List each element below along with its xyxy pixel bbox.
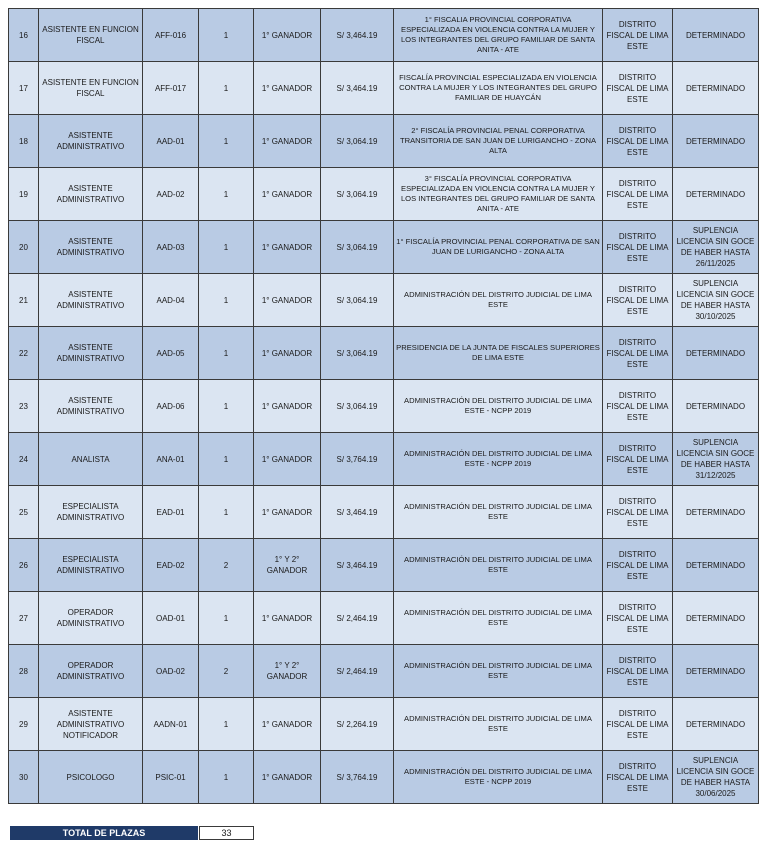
condition-cell: SUPLENCIA LICENCIA SIN GOCE DE HABER HASTA 30/06/2025 [673,751,759,804]
condition-cell: DETERMINADO [673,698,759,751]
condition-cell: DETERMINADO [673,380,759,433]
table-row [9,62,759,115]
code-cell: OAD-02 [143,645,199,698]
winner-cell: 1° GANADOR [254,327,321,380]
position-cell: ASISTENTE EN FUNCION FISCAL [39,9,143,62]
position-cell: PSICOLOGO [39,751,143,804]
code-cell: AAD-04 [143,274,199,327]
office-cell: FISCALÍA PROVINCIAL ESPECIALIZADA EN VIOLENCIA CONTRA LA MUJER Y LOS INTEGRANTES DEL GRUPO FAMILIAR DE HUAYCÁN [394,62,603,115]
district-cell: DISTRITO FISCAL DE LIMA ESTE [603,486,673,539]
vacancies-cell: 1 [199,168,254,221]
salary-cell: S/ 3,064.19 [321,115,394,168]
code-cell: AADN-01 [143,698,199,751]
vacancies-cell: 1 [199,274,254,327]
row-number-cell: 23 [9,380,39,433]
row-number-cell: 27 [9,592,39,645]
office-cell: 3° FISCALÍA PROVINCIAL CORPORATIVA ESPECIALIZADA EN VIOLENCIA CONTRA LA MUJER Y LOS INTEGRANTES DEL GRUPO FAMILIAR DE SANTA ANITA - ATE [394,168,603,221]
row-number-cell: 26 [9,539,39,592]
salary-cell: S/ 3,064.19 [321,327,394,380]
table-row [9,539,759,592]
district-cell: DISTRITO FISCAL DE LIMA ESTE [603,380,673,433]
salary-cell: S/ 3,464.19 [321,486,394,539]
district-cell: DISTRITO FISCAL DE LIMA ESTE [603,168,673,221]
salary-cell: S/ 3,764.19 [321,751,394,804]
vacancies-cell: 1 [199,115,254,168]
district-cell: DISTRITO FISCAL DE LIMA ESTE [603,274,673,327]
district-cell: DISTRITO FISCAL DE LIMA ESTE [603,592,673,645]
condition-cell: SUPLENCIA LICENCIA SIN GOCE DE HABER HASTA 30/10/2025 [673,274,759,327]
vacancies-cell: 1 [199,9,254,62]
position-cell: OPERADOR ADMINISTRATIVO [39,645,143,698]
position-cell: OPERADOR ADMINISTRATIVO [39,592,143,645]
table-row [9,168,759,221]
salary-cell: S/ 2,464.19 [321,645,394,698]
code-cell: AAD-01 [143,115,199,168]
condition-cell: DETERMINADO [673,592,759,645]
table-row [9,433,759,486]
code-cell: OAD-01 [143,592,199,645]
row-number-cell: 20 [9,221,39,274]
code-cell: AAD-05 [143,327,199,380]
row-number-cell: 30 [9,751,39,804]
winner-cell: 1° GANADOR [254,9,321,62]
district-cell: DISTRITO FISCAL DE LIMA ESTE [603,539,673,592]
salary-cell: S/ 3,064.19 [321,221,394,274]
position-cell: ESPECIALISTA ADMINISTRATIVO [39,539,143,592]
district-cell: DISTRITO FISCAL DE LIMA ESTE [603,645,673,698]
code-cell: EAD-01 [143,486,199,539]
office-cell: ADMINISTRACIÓN DEL DISTRITO JUDICIAL DE LIMA ESTE - NCPP 2019 [394,380,603,433]
condition-cell: DETERMINADO [673,9,759,62]
salary-cell: S/ 3,464.19 [321,62,394,115]
district-cell: DISTRITO FISCAL DE LIMA ESTE [603,698,673,751]
office-cell: ADMINISTRACIÓN DEL DISTRITO JUDICIAL DE LIMA ESTE [394,274,603,327]
condition-cell: DETERMINADO [673,168,759,221]
condition-cell: DETERMINADO [673,539,759,592]
row-number-cell: 19 [9,168,39,221]
vacancies-cell: 1 [199,698,254,751]
condition-cell: DETERMINADO [673,486,759,539]
office-cell: 1° FISCALÍA PROVINCIAL PENAL CORPORATIVA DE SAN JUAN DE LURIGANCHO - ZONA ALTA [394,221,603,274]
table-row [9,751,759,804]
table-row [9,221,759,274]
position-cell: ASISTENTE ADMINISTRATIVO [39,274,143,327]
code-cell: PSIC-01 [143,751,199,804]
salary-cell: S/ 3,464.19 [321,9,394,62]
winner-cell: 1° Y 2° GANADOR [254,539,321,592]
vacancies-cell: 1 [199,592,254,645]
district-cell: DISTRITO FISCAL DE LIMA ESTE [603,9,673,62]
office-cell: ADMINISTRACIÓN DEL DISTRITO JUDICIAL DE LIMA ESTE - NCPP 2019 [394,751,603,804]
office-cell: PRESIDENCIA DE LA JUNTA DE FISCALES SUPERIORES DE LIMA ESTE [394,327,603,380]
salary-cell: S/ 3,764.19 [321,433,394,486]
condition-cell: DETERMINADO [673,327,759,380]
winner-cell: 1° GANADOR [254,274,321,327]
total-row [10,826,254,840]
table-row [9,645,759,698]
position-cell: ASISTENTE EN FUNCION FISCAL [39,62,143,115]
winner-cell: 1° GANADOR [254,62,321,115]
office-cell: ADMINISTRACIÓN DEL DISTRITO JUDICIAL DE LIMA ESTE - NCPP 2019 [394,433,603,486]
row-number-cell: 29 [9,698,39,751]
winner-cell: 1° GANADOR [254,433,321,486]
winner-cell: 1° GANADOR [254,221,321,274]
office-cell: 1° FISCALIA PROVINCIAL CORPORATIVA ESPECIALIZADA EN VIOLENCIA CONTRA LA MUJER Y LOS INTEGRANTES DEL GRUPO FAMILIAR DE SANTA ANITA - ATE [394,9,603,62]
district-cell: DISTRITO FISCAL DE LIMA ESTE [603,62,673,115]
position-cell: ASISTENTE ADMINISTRATIVO [39,168,143,221]
table-row [9,592,759,645]
district-cell: DISTRITO FISCAL DE LIMA ESTE [603,115,673,168]
vacancies-cell: 1 [199,433,254,486]
position-cell: ASISTENTE ADMINISTRATIVO NOTIFICADOR [39,698,143,751]
plazas-table [8,8,759,804]
position-cell: ANALISTA [39,433,143,486]
winner-cell: 1° GANADOR [254,168,321,221]
office-cell: ADMINISTRACIÓN DEL DISTRITO JUDICIAL DE LIMA ESTE [394,486,603,539]
table-row [9,115,759,168]
row-number-cell: 18 [9,115,39,168]
table-row [9,698,759,751]
salary-cell: S/ 2,464.19 [321,592,394,645]
salary-cell: S/ 3,064.19 [321,274,394,327]
row-number-cell: 17 [9,62,39,115]
table-row [9,274,759,327]
winner-cell: 1° GANADOR [254,486,321,539]
position-cell: ESPECIALISTA ADMINISTRATIVO [39,486,143,539]
table-row [9,9,759,62]
position-cell: ASISTENTE ADMINISTRATIVO [39,380,143,433]
district-cell: DISTRITO FISCAL DE LIMA ESTE [603,433,673,486]
code-cell: AAD-06 [143,380,199,433]
district-cell: DISTRITO FISCAL DE LIMA ESTE [603,327,673,380]
vacancies-cell: 1 [199,327,254,380]
position-cell: ASISTENTE ADMINISTRATIVO [39,221,143,274]
position-cell: ASISTENTE ADMINISTRATIVO [39,327,143,380]
vacancies-cell: 1 [199,221,254,274]
winner-cell: 1° GANADOR [254,380,321,433]
row-number-cell: 16 [9,9,39,62]
district-cell: DISTRITO FISCAL DE LIMA ESTE [603,751,673,804]
district-cell: DISTRITO FISCAL DE LIMA ESTE [603,221,673,274]
vacancies-cell: 1 [199,380,254,433]
vacancies-cell: 1 [199,486,254,539]
office-cell: ADMINISTRACIÓN DEL DISTRITO JUDICIAL DE LIMA ESTE [394,645,603,698]
table-row [9,380,759,433]
code-cell: AFF-017 [143,62,199,115]
table-row [9,327,759,380]
position-cell: ASISTENTE ADMINISTRATIVO [39,115,143,168]
total-value: 33 [199,826,254,840]
salary-cell: S/ 2,264.19 [321,698,394,751]
office-cell: 2° FISCALÍA PROVINCIAL PENAL CORPORATIVA TRANSITORIA DE SAN JUAN DE LURIGANCHO - ZONA ALTA [394,115,603,168]
salary-cell: S/ 3,464.19 [321,539,394,592]
winner-cell: 1° Y 2° GANADOR [254,645,321,698]
condition-cell: DETERMINADO [673,115,759,168]
salary-cell: S/ 3,064.19 [321,380,394,433]
vacancies-cell: 2 [199,539,254,592]
condition-cell: DETERMINADO [673,62,759,115]
condition-cell: SUPLENCIA LICENCIA SIN GOCE DE HABER HASTA 31/12/2025 [673,433,759,486]
office-cell: ADMINISTRACIÓN DEL DISTRITO JUDICIAL DE LIMA ESTE [394,539,603,592]
row-number-cell: 24 [9,433,39,486]
code-cell: EAD-02 [143,539,199,592]
code-cell: ANA-01 [143,433,199,486]
row-number-cell: 28 [9,645,39,698]
code-cell: AAD-02 [143,168,199,221]
condition-cell: SUPLENCIA LICENCIA SIN GOCE DE HABER HASTA 26/11/2025 [673,221,759,274]
table-row [9,486,759,539]
total-label: TOTAL DE PLAZAS [10,826,198,840]
condition-cell: DETERMINADO [673,645,759,698]
winner-cell: 1° GANADOR [254,115,321,168]
salary-cell: S/ 3,064.19 [321,168,394,221]
vacancies-cell: 2 [199,645,254,698]
vacancies-cell: 1 [199,62,254,115]
office-cell: ADMINISTRACIÓN DEL DISTRITO JUDICIAL DE LIMA ESTE [394,698,603,751]
office-cell: ADMINISTRACIÓN DEL DISTRITO JUDICIAL DE LIMA ESTE [394,592,603,645]
winner-cell: 1° GANADOR [254,751,321,804]
vacancies-cell: 1 [199,751,254,804]
row-number-cell: 25 [9,486,39,539]
row-number-cell: 21 [9,274,39,327]
winner-cell: 1° GANADOR [254,592,321,645]
code-cell: AFF-016 [143,9,199,62]
code-cell: AAD-03 [143,221,199,274]
row-number-cell: 22 [9,327,39,380]
winner-cell: 1° GANADOR [254,698,321,751]
